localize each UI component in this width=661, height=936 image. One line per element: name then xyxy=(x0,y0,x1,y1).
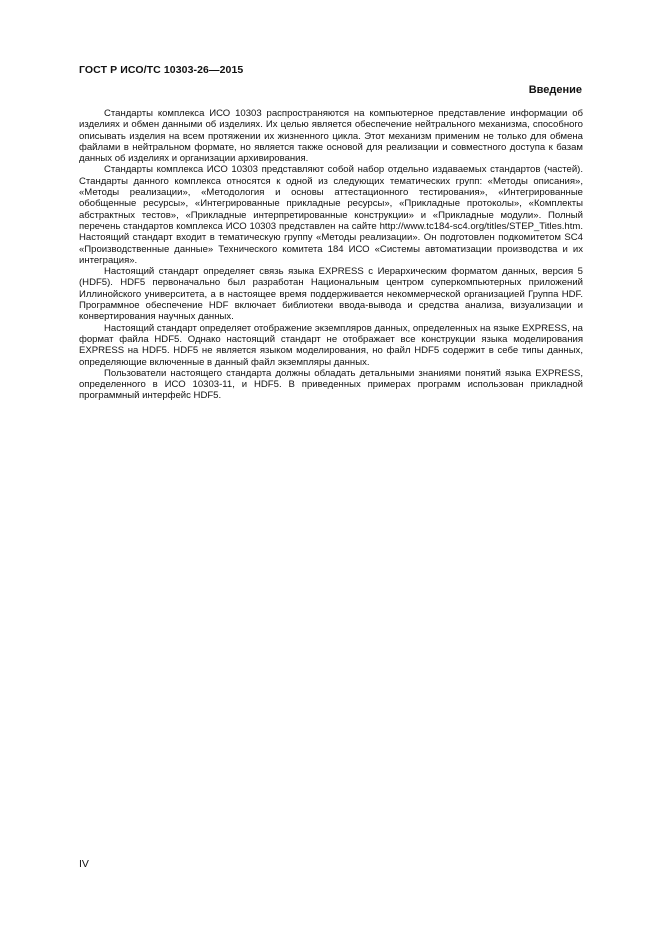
paragraph-5: Пользователи настоящего стандарта должны обладать детальными знаниями понятий языка EXPRESS, определенного в ИСО 10303-11, и HDF5. В приведенных примерах программ использован прикладной программный интерфейс HDF5. xyxy=(79,367,583,402)
section-title: Введение xyxy=(528,84,582,96)
page-number: IV xyxy=(79,858,89,870)
introduction-body xyxy=(79,108,583,402)
paragraph-3: Настоящий стандарт определяет связь языка EXPRESS с Иерархическим форматом данных, версия 5 (HDF5). HDF5 первоначально был разработан Национальным центром суперкомпьютерных приложений Иллинойского университета, а в настоящее время поддерживается некоммерческой организацией Группа HDF. Программное обеспечение HDF включает библиотеки ввода-вывода и средства анализа, визуализации и конвертирования научных данных. xyxy=(79,266,583,323)
paragraph-1: Стандарты комплекса ИСО 10303 распространяются на компьютерное представление информации об изделиях и обмен данными об изделиях. Их целью является обеспечение нейтрального механизма, способного описывать изделия на всем протяжении их жизненного цикла. Этот механизм применим не только для обмена файлами в нейтральном формате, но является также основой для реализации и совместного доступа к базам данных об изделиях и организации архивирования. xyxy=(79,108,583,165)
paragraph-4: Настоящий стандарт определяет отображение экземпляров данных, определенных на языке EXPRESS, на формат файла HDF5. Однако настоящий стандарт не отображает все конструкции языка моделирования EXPRESS на HDF5. HDF5 не является языком моделирования, но файл HDF5 содержит в себе типы данных, определяющие включенные в данный файл экземпляры данных. xyxy=(79,322,583,368)
paragraph-2: Стандарты комплекса ИСО 10303 представляют собой набор отдельно издаваемых стандартов (частей). Стандарты данного комплекса относятся к одной из следующих тематических групп: «Методы описания», «Методы реализации», «Методология и основы аттестационного тестирования», «Интегрированные обобщенные ресурсы», «Интегрированные прикладные ресурсы», «Прикладные протоколы», «Комплекты абстрактных тестов», «Прикладные интерпретированные конструкции» и «Прикладные модули». Полный перечень стандартов комплекса ИСО 10303 представлен на сайте http://www.tc184-sc4.org/titles/STEP_Titles.htm. Настоящий стандарт входит в тематическую группу «Методы реализации». Он подготовлен подкомитетом SC4 «Производственные данные» Технического комитета 184 ИСО «Системы автоматизации производства и их интеграция». xyxy=(79,164,583,266)
document-header-code: ГОСТ Р ИСО/ТС 10303-26—2015 xyxy=(79,64,244,76)
